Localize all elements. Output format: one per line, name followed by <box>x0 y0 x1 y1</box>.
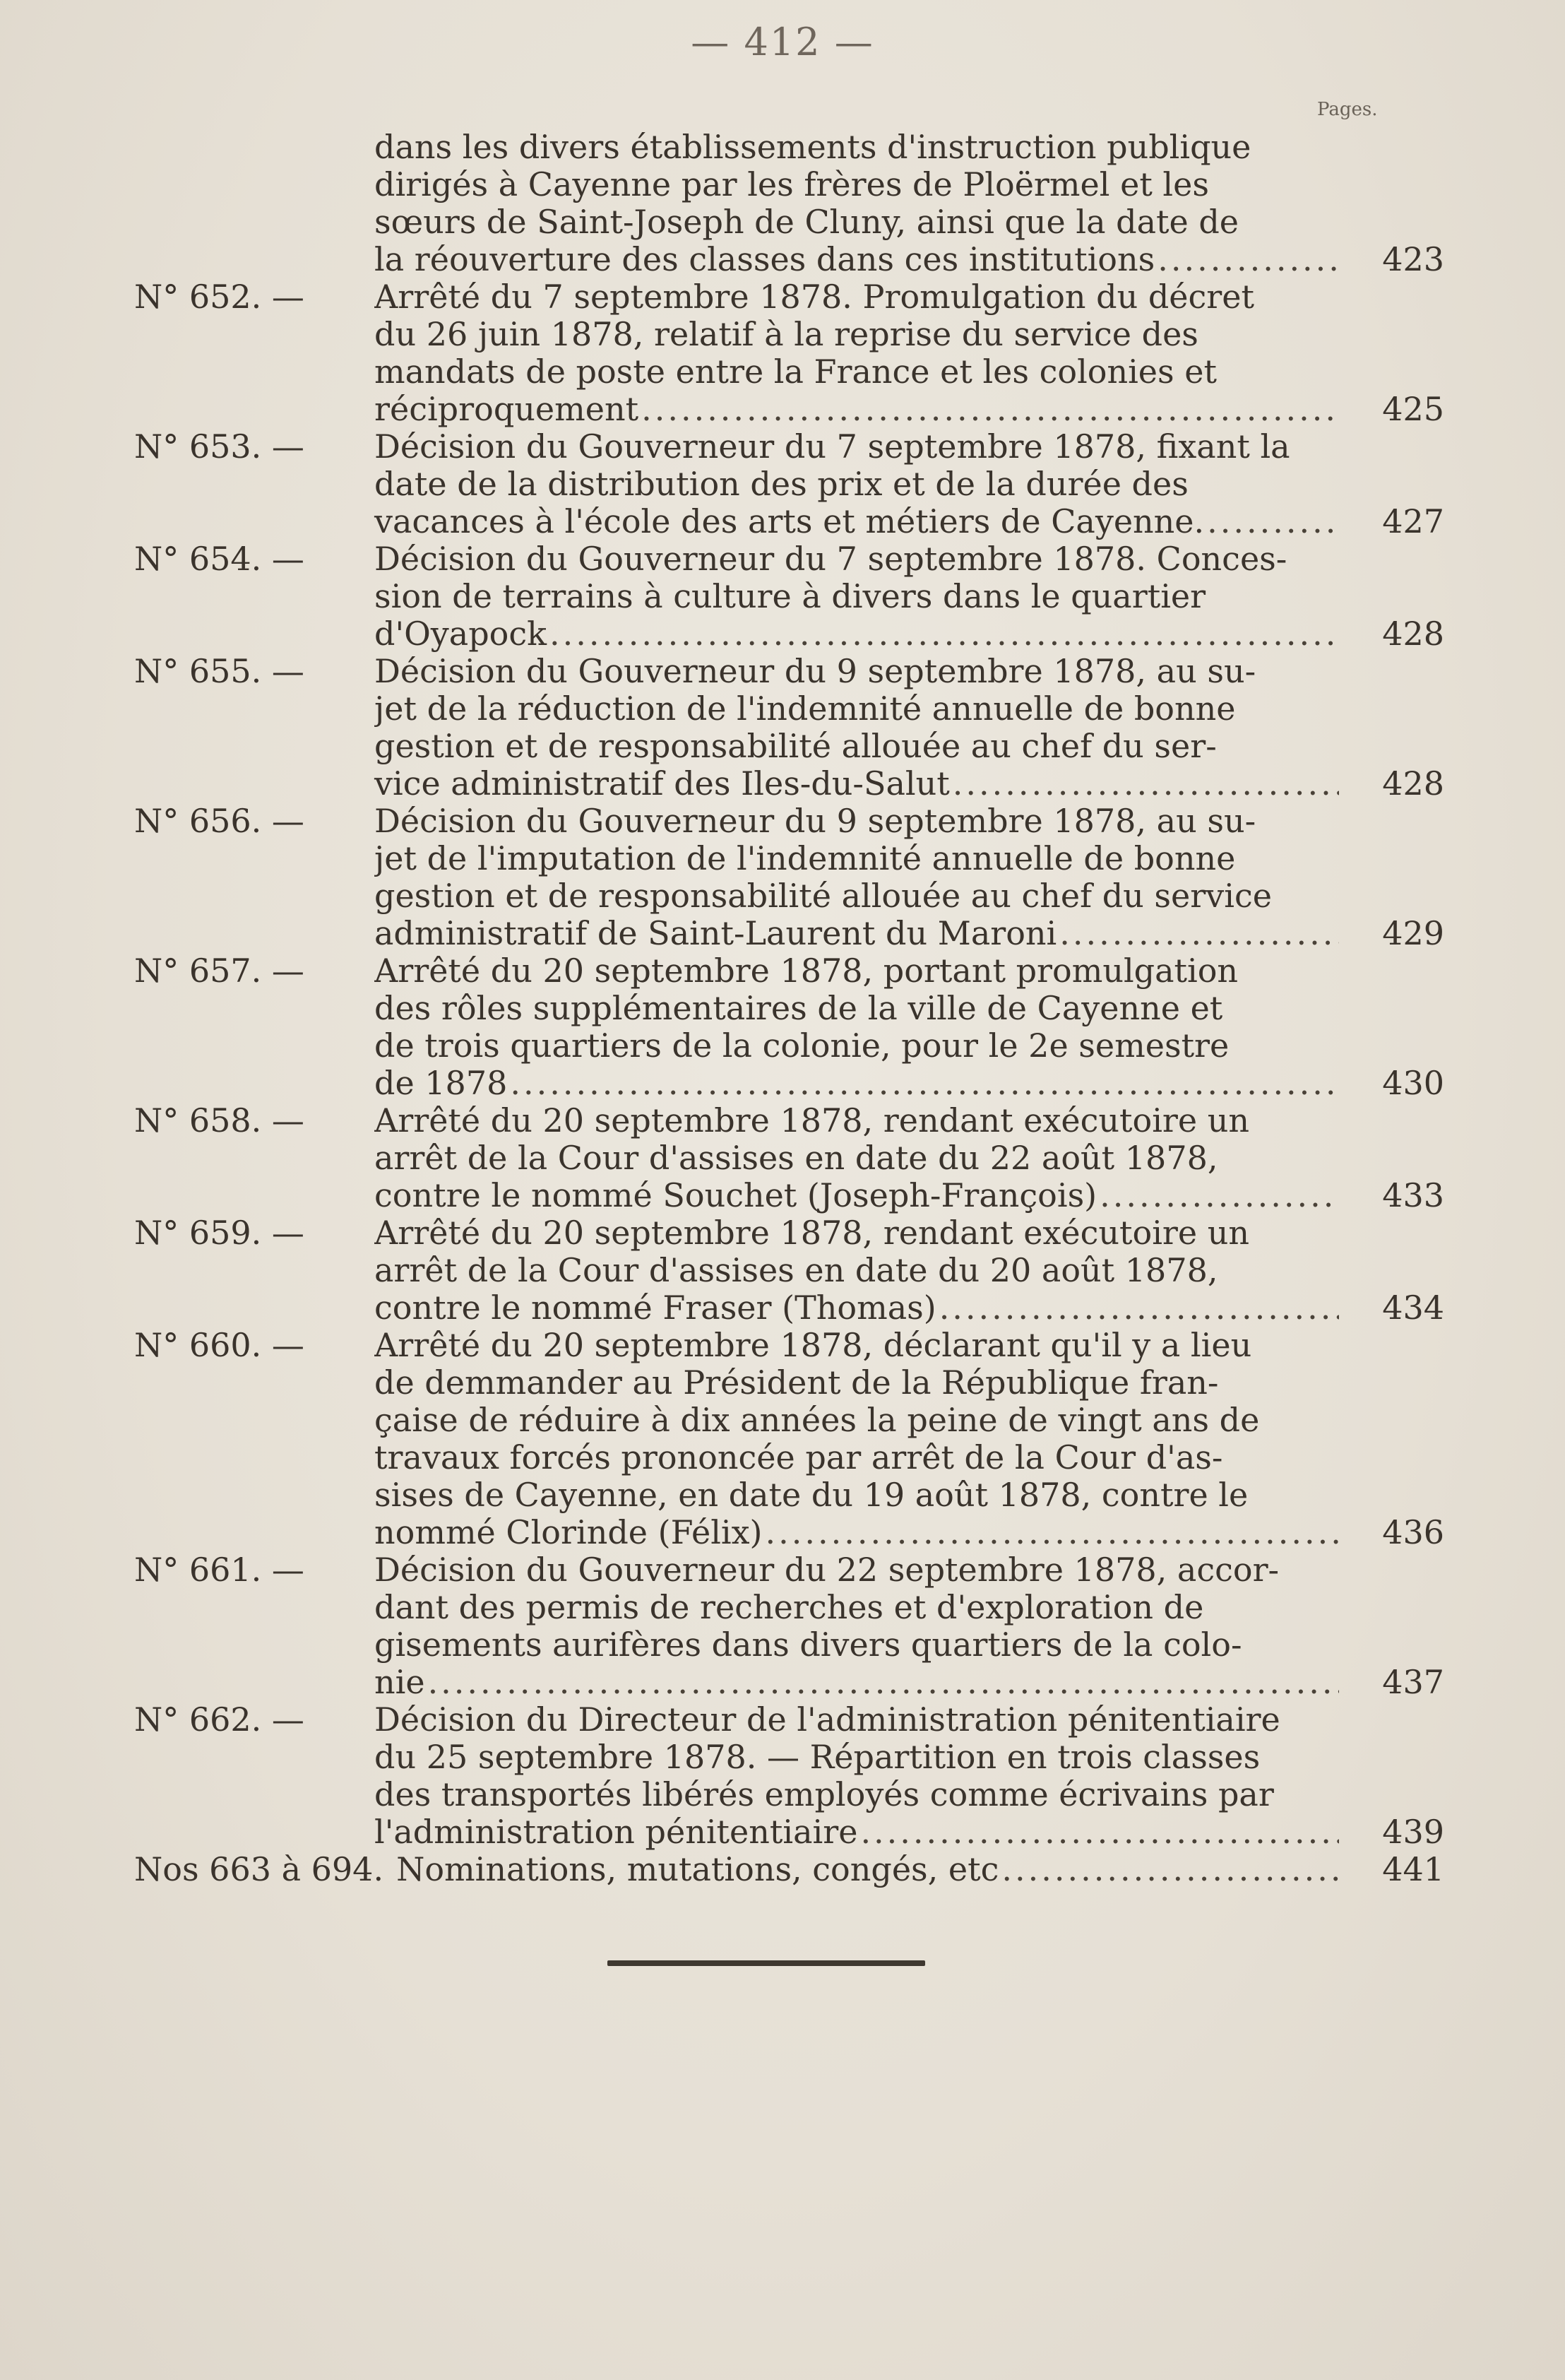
dot-leader <box>428 1664 1339 1701</box>
entry-line: çaise de réduire à dix années la peine de vingt ans de <box>374 1402 1260 1439</box>
entry-text <box>374 540 1444 653</box>
toc-entry <box>134 1101 1444 1214</box>
entry-line-last <box>374 1664 1342 1701</box>
entry-number: N° 656. — <box>134 802 304 840</box>
page-reference: 423 <box>1382 240 1444 278</box>
entry-text <box>374 1701 1444 1851</box>
entry-line: Nominations, mutations, congés, etc <box>396 1850 999 1888</box>
page-number: — 412 — <box>691 20 874 64</box>
entry-text <box>374 803 1444 952</box>
entry-line-last <box>374 1289 1342 1327</box>
entry-number: N° 654. — <box>134 540 304 578</box>
entry-line: Arrêté du 7 septembre 1878. Promulgation du décret <box>374 278 1254 316</box>
entry-line: Décision du Gouverneur du 9 septembre 1878, au su- <box>374 653 1256 690</box>
entry-line: Arrêté du 20 septembre 1878, rendant exécutoire un <box>374 1102 1249 1139</box>
toc-entry <box>134 129 1444 278</box>
entry-line: jet de l'imputation de l'indemnité annuelle de bonne <box>374 840 1236 877</box>
entry-text <box>374 278 1444 428</box>
entry-line: Décision du Gouverneur du 7 septembre 1878. Conces- <box>374 540 1287 578</box>
toc-entry <box>134 278 1444 428</box>
entry-line-last <box>374 1177 1342 1214</box>
entry-line: arrêt de la Cour d'assises en date du 22 août 1878, <box>374 1139 1218 1177</box>
entry-line: l'administration pénitentiaire <box>374 1813 858 1851</box>
entry-line: nie <box>374 1663 425 1701</box>
entry-text <box>374 1327 1444 1551</box>
entry-line: mandats de poste entre la France et les colonies et <box>374 353 1217 391</box>
entry-line: dans les divers établissements d'instruction publique <box>374 129 1251 166</box>
entry-line: nommé Clorinde (Félix) <box>374 1513 763 1551</box>
entry-line: Décision du Gouverneur du 22 septembre 1878, accor- <box>374 1551 1280 1589</box>
page-reference: 425 <box>1382 390 1444 428</box>
entry-text <box>374 1102 1444 1214</box>
dot-leader <box>939 1289 1339 1327</box>
entry-line: de demmander au Président de la République fran- <box>374 1364 1219 1402</box>
entry-line-last <box>374 503 1342 540</box>
entry-number: N° 660. — <box>134 1326 304 1364</box>
entry-line: gisements aurifères dans divers quartiers de la colo- <box>374 1626 1242 1664</box>
entry-line: date de la distribution des prix et de la durée des <box>374 466 1189 503</box>
entry-line-last <box>374 391 1342 428</box>
entry-line-last <box>374 1065 1342 1102</box>
entry-line-last <box>374 1514 1342 1551</box>
pages-column-label: Pages. <box>1317 99 1378 120</box>
entry-line-last <box>374 241 1342 278</box>
dot-leader <box>549 615 1339 653</box>
entry-text <box>374 428 1444 540</box>
entry-line-last <box>134 1851 1342 1888</box>
toc-entry <box>134 952 1444 1102</box>
toc-entry <box>134 1700 1444 1851</box>
entry-line: Arrêté du 20 septembre 1878, rendant exécutoire un <box>374 1214 1249 1252</box>
page-reference: 428 <box>1382 615 1444 653</box>
entry-line: Décision du Gouverneur du 7 septembre 1878, fixant la <box>374 428 1290 466</box>
entry-line: contre le nommé Souchet (Joseph-François) <box>374 1176 1097 1214</box>
entry-line-last <box>374 915 1342 952</box>
page-reference: 430 <box>1382 1064 1444 1102</box>
entry-line: vice administratif des Iles-du-Salut <box>374 764 950 803</box>
entry-number: Nos 663 à 694. <box>134 1850 384 1888</box>
entry-line: sion de terrains à culture à divers dans le quartier <box>374 578 1206 615</box>
entry-line: gestion et de responsabilité allouée au chef du service <box>374 877 1272 915</box>
toc-entry <box>134 652 1444 803</box>
page-reference: 439 <box>1382 1813 1444 1851</box>
table-of-contents <box>134 129 1444 1888</box>
entry-line: Arrêté du 20 septembre 1878, déclarant qu'il y a lieu <box>374 1327 1252 1364</box>
dot-leader <box>1059 915 1339 952</box>
page-reference: 428 <box>1382 764 1444 803</box>
entry-number: N° 655. — <box>134 652 304 690</box>
entry-line: dirigés à Cayenne par les frères de Ploërmel et les <box>374 166 1209 203</box>
entry-line: de 1878 <box>374 1064 508 1102</box>
toc-entry <box>134 1326 1444 1551</box>
page-reference: 427 <box>1382 502 1444 540</box>
dot-leader <box>953 765 1339 803</box>
entry-number: N° 659. — <box>134 1214 304 1252</box>
page-reference: 433 <box>1382 1176 1444 1214</box>
entry-number: N° 658. — <box>134 1101 304 1139</box>
dot-leader <box>510 1065 1339 1102</box>
entry-number: N° 652. — <box>134 278 304 316</box>
entry-line-last <box>374 615 1342 653</box>
entry-line: jet de la réduction de l'indemnité annuelle de bonne <box>374 690 1236 728</box>
toc-entry <box>134 802 1444 952</box>
toc-entry <box>134 1214 1444 1327</box>
toc-entry <box>134 1551 1444 1701</box>
dot-leader <box>1207 503 1339 540</box>
entry-text <box>374 1214 1444 1327</box>
entry-line: Décision du Gouverneur du 9 septembre 1878, au su- <box>374 803 1256 840</box>
entry-number: N° 662. — <box>134 1700 304 1739</box>
entry-line-last <box>374 765 1342 803</box>
dot-leader <box>1001 1851 1339 1888</box>
dot-leader <box>860 1813 1339 1851</box>
entry-line: dant des permis de recherches et d'exploration de <box>374 1589 1204 1626</box>
page-reference: 437 <box>1382 1663 1444 1701</box>
page-reference: 429 <box>1382 914 1444 952</box>
entry-line: la réouverture des classes dans ces institutions <box>374 240 1155 278</box>
entry-line-last <box>374 1813 1342 1851</box>
entry-line: des rôles supplémentaires de la ville de Cayenne et <box>374 990 1223 1027</box>
dot-leader <box>641 391 1339 428</box>
entry-number: N° 657. — <box>134 952 304 990</box>
entry-number: N° 653. — <box>134 427 304 466</box>
closing-rule <box>607 1960 925 1966</box>
entry-line: sœurs de Saint-Joseph de Cluny, ainsi que la date de <box>374 203 1239 241</box>
dot-leader <box>1158 241 1339 278</box>
page-reference: 441 <box>1382 1850 1444 1888</box>
page-reference: 434 <box>1382 1289 1444 1327</box>
toc-entry-final <box>134 1850 1444 1888</box>
toc-entry <box>134 540 1444 653</box>
entry-text <box>374 653 1444 803</box>
entry-line: contre le nommé Fraser (Thomas) <box>374 1289 936 1327</box>
entry-line: des transportés libérés employés comme écrivains par <box>374 1776 1274 1813</box>
entry-line: Décision du Directeur de l'administration pénitentiaire <box>374 1701 1280 1739</box>
entry-line: du 25 septembre 1878. — Répartition en trois classes <box>374 1739 1261 1776</box>
entry-text <box>374 129 1444 278</box>
entry-line: Arrêté du 20 septembre 1878, portant promulgation <box>374 952 1239 990</box>
entry-line: gestion et de responsabilité allouée au chef du ser- <box>374 728 1217 765</box>
entry-line: travaux forcés prononcée par arrêt de la Cour d'as- <box>374 1439 1223 1476</box>
page-reference: 436 <box>1382 1513 1444 1551</box>
entry-text <box>374 1551 1444 1701</box>
toc-entry <box>134 427 1444 540</box>
entry-line: arrêt de la Cour d'assises en date du 20 août 1878, <box>374 1252 1218 1289</box>
entry-line: vacances à l'école des arts et métiers de Cayenne. <box>374 502 1205 540</box>
entry-line: réciproquement <box>374 390 639 428</box>
entry-line: administratif de Saint-Laurent du Maroni <box>374 914 1057 952</box>
entry-line: de trois quartiers de la colonie, pour le 2e semestre <box>374 1027 1230 1065</box>
entry-text <box>134 1850 1444 1888</box>
entry-line: d'Oyapock <box>374 615 547 653</box>
dot-leader <box>1100 1177 1339 1214</box>
dot-leader <box>766 1514 1339 1551</box>
entry-line: du 26 juin 1878, relatif à la reprise du service des <box>374 316 1198 353</box>
entry-text <box>374 952 1444 1102</box>
entry-number: N° 661. — <box>134 1551 304 1589</box>
entry-line: sises de Cayenne, en date du 19 août 1878, contre le <box>374 1476 1249 1514</box>
